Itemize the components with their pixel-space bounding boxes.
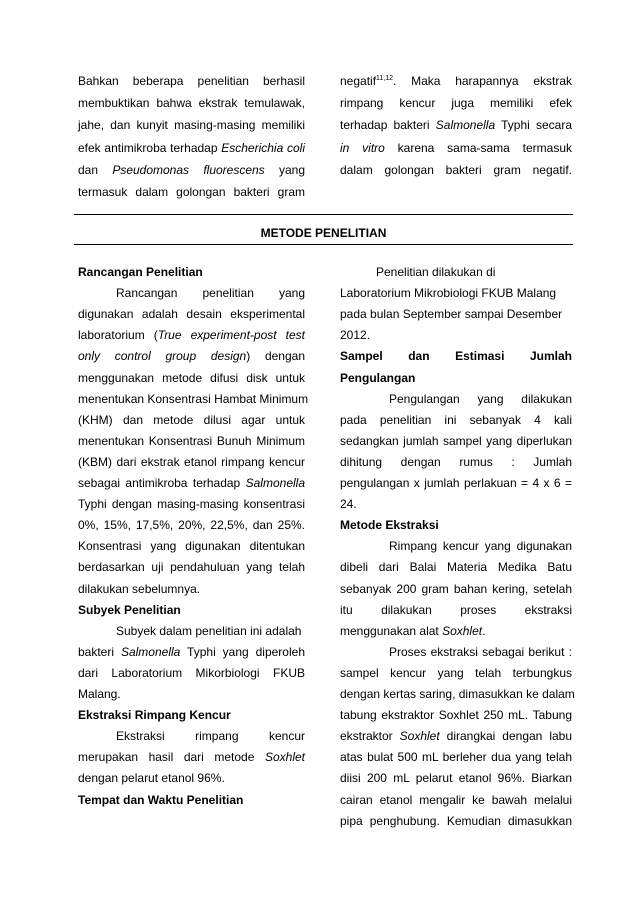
- text-span: terhadap bakteri: [340, 118, 436, 133]
- text-line: Ekstraksi rimpang kencur: [116, 729, 305, 744]
- text-span: bakteri: [78, 644, 121, 659]
- text-line: [78, 749, 305, 766]
- text-span: laboratorium (: [78, 328, 158, 343]
- italic-term: only control group design: [78, 349, 247, 364]
- section-heading: Metode Ekstraksi: [340, 518, 439, 533]
- italic-term: Salmonella: [245, 476, 305, 490]
- text-line: dari Laboratorium Mikorbiologi FKUB: [78, 665, 305, 680]
- text-line: menentukan Konsentrasi Hambat Minimum: [78, 391, 309, 406]
- text-line: Bahkan beberapa penelitian berhasil: [78, 74, 305, 88]
- text-line: berdasarkan uji pendahuluan yang telah: [78, 560, 305, 575]
- text-line: (KHM) dan metode dilusi agar untuk: [78, 412, 305, 427]
- text-line: Proses ekstraksi sebagai berikut :: [389, 644, 572, 659]
- text-line: [78, 475, 305, 492]
- text-line: [78, 162, 305, 179]
- italic-term: Escherichia coli: [221, 140, 305, 155]
- italic-term: Soxhlet: [264, 750, 305, 765]
- text-line: Typhi dengan masing-masing konsentrasi: [78, 497, 305, 512]
- text-line: [78, 348, 305, 365]
- text-span: karena sama-sama termasuk: [384, 140, 572, 155]
- text-line: menggunakan metode difusi disk untuk: [78, 370, 305, 385]
- text-line: [340, 728, 572, 745]
- text-line: Rancangan penelitian yang: [116, 286, 305, 301]
- italic-term: True experiment-post test: [157, 328, 305, 343]
- text-line: 0%, 15%, 17,5%, 20%, 22,5%, dan 25%.: [78, 518, 305, 533]
- text-span: Typhi yang diperoleh: [180, 644, 305, 659]
- text-line: (KBM) dari ekstrak etanol rimpang kencur: [78, 454, 305, 469]
- text-line: Penelitian dilakukan di: [376, 265, 496, 279]
- italic-term: in vitro: [340, 140, 385, 155]
- text-line: dilakukan sebelumnya.: [78, 581, 201, 596]
- text-span: yang: [264, 162, 305, 177]
- text-line: Subyek dalam penelitian ini adalah: [116, 623, 302, 638]
- text-span: sebagai antimikroba terhadap: [78, 476, 246, 490]
- text-line: atas bulat 500 mL berleher dua yang telah: [340, 750, 572, 765]
- italic-term: Salmonella: [120, 644, 181, 659]
- italic-term: Soxhlet: [442, 623, 483, 638]
- text-line: [78, 327, 305, 344]
- text-line: [340, 623, 572, 640]
- text-line: itu dilakukan proses ekstraksi: [340, 602, 572, 617]
- text-line: sedangkan jumlah sampel yang diperlukan: [340, 433, 572, 448]
- text-span: . Maka harapannya ekstrak: [393, 74, 572, 88]
- text-span: dirangkai dengan labu: [439, 729, 573, 744]
- text-line: dengan kertas saring, dimasukkan ke dalam: [340, 687, 575, 701]
- section-heading: Tempat dan Waktu Penelitian: [78, 792, 244, 807]
- text-line: termasuk dalam golongan bakteri gram: [78, 185, 305, 199]
- text-line: 2012.: [340, 328, 371, 343]
- italic-term: Salmonella: [435, 118, 496, 133]
- text-line: Pengulangan yang dilakukan: [389, 391, 572, 406]
- text-line: tabung ekstraktor Soxhlet 250 mL. Tabung: [340, 708, 572, 723]
- text-line: [340, 140, 572, 157]
- text-line: 24.: [340, 497, 357, 512]
- text-span: menggunakan alat: [340, 623, 443, 638]
- section-heading: Ekstraksi Rimpang Kencur: [78, 708, 231, 723]
- text-line: [340, 117, 572, 134]
- text-line: dibeli dari Balai Materia Medika Batu: [340, 560, 572, 575]
- text-line: Konsentrasi yang digunakan ditentukan: [78, 539, 305, 554]
- text-line: pengulangan x jumlah perlakuan = 4 x 6 =: [340, 476, 572, 490]
- text-span: efek antimikroba terhadap: [78, 140, 222, 155]
- italic-term: Soxhlet: [399, 729, 440, 744]
- italic-term: Pseudomonas fluorescens: [112, 162, 265, 177]
- text-line: Laboratorium Mikrobiologi FKUB Malang: [340, 286, 557, 301]
- text-line: membuktikan bahwa ekstrak temulawak,: [78, 96, 305, 111]
- text-line: dengan pelarut etanol 96%.: [78, 771, 225, 786]
- text-line: rimpang kencur juga memiliki efek: [340, 96, 572, 111]
- text-span: ) dengan: [246, 349, 305, 364]
- citation-superscript: 11,12: [376, 75, 394, 82]
- text-span: merupakan hasil dari metode: [78, 750, 265, 765]
- text-line: Rimpang kencur yang digunakan: [389, 539, 572, 554]
- section-heading: Rancangan Penelitian: [78, 265, 203, 279]
- text-span: ekstraktor: [340, 729, 400, 744]
- text-line: digunakan adalah desain eksperimental: [78, 307, 305, 322]
- section-title: METODE PENELITIAN: [260, 226, 387, 240]
- rule-top: [74, 214, 573, 215]
- text-line: jahe, dan kunyit masing-masing memiliki: [78, 118, 305, 133]
- text-line: [340, 73, 572, 90]
- text-line: Malang.: [78, 687, 121, 701]
- text-line: [78, 140, 305, 157]
- text-span: dan: [78, 162, 113, 177]
- text-span: negatif: [340, 74, 377, 88]
- text-line: dalam golongan bakteri gram negatif.: [340, 162, 572, 177]
- text-span: .: [482, 623, 486, 638]
- section-heading: Sampel dan Estimasi Jumlah: [340, 349, 572, 364]
- rule-bottom: [74, 244, 573, 245]
- text-line: pada bulan September sampai Desember: [340, 307, 563, 322]
- text-line: dihitung dengan rumus : Jumlah: [340, 454, 572, 469]
- text-line: pada penelitian ini sebanyak 4 kali: [340, 412, 572, 427]
- text-line: sebanyak 200 gram bahan kering, setelah: [340, 581, 572, 596]
- text-line: menentukan Konsentrasi Bunuh Minimum: [78, 433, 305, 448]
- section-heading: Pengulangan: [340, 370, 416, 385]
- text-line: sampel kencur yang telah terbungkus: [340, 665, 572, 680]
- text-line: pipa penghubung. Kemudian dimasukkan: [340, 813, 572, 828]
- text-span: Typhi secara: [495, 118, 572, 133]
- section-heading: Subyek Penelitian: [78, 602, 181, 617]
- text-line: diisi 200 mL pelarut etanol 96%. Biarkan: [340, 771, 572, 786]
- text-line: cairan etanol mengalir ke bawah melalui: [340, 792, 572, 807]
- text-line: [78, 644, 305, 661]
